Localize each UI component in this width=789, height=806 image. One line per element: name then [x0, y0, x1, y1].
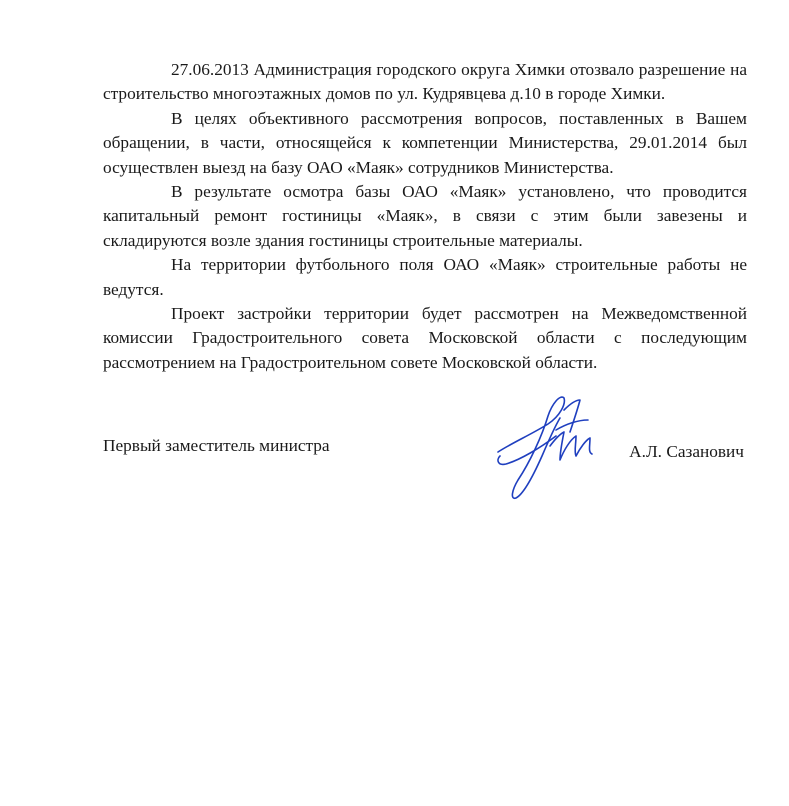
signature-block — [103, 432, 747, 472]
paragraph-inspection-result: В результате осмотра базы ОАО «Маяк» установлено, что проводится капитальный ремонт гостиницы «Маяк», в связи с этим были завезены и складируются возле здания гостиницы строительные материалы. — [103, 182, 747, 250]
paragraph-site-visit: В целях объективного рассмотрения вопросов, поставленных в Вашем обращении, в части, относящейся к компетенции Министерства, 29.01.2014 был осуществлен выезд на базу ОАО «Маяк» сотрудников Министерства. — [103, 108, 747, 177]
paragraph-development-project: Проект застройки территории будет рассмотрен на Межведомственной комиссии Градостроительного совета Московской области с последующим рассмотрением на Градостроительном совете Московской области. — [103, 304, 747, 372]
signer-name: А.Л. Сазанович — [629, 442, 744, 461]
paragraph-permit-revoked: 27.06.2013 Администрация городского округа Химки отозвало разрешение на строительство многоэтажных домов по ул. Кудрявцева д.10 в городе Химки. — [103, 60, 747, 104]
signature-strokes — [498, 397, 592, 498]
letter-body — [103, 58, 747, 375]
paragraph-football-field: На территории футбольного поля ОАО «Маяк» строительные работы не ведутся. — [103, 255, 747, 299]
signer-title: Первый заместитель министра — [103, 436, 330, 455]
handwritten-signature — [490, 390, 620, 505]
